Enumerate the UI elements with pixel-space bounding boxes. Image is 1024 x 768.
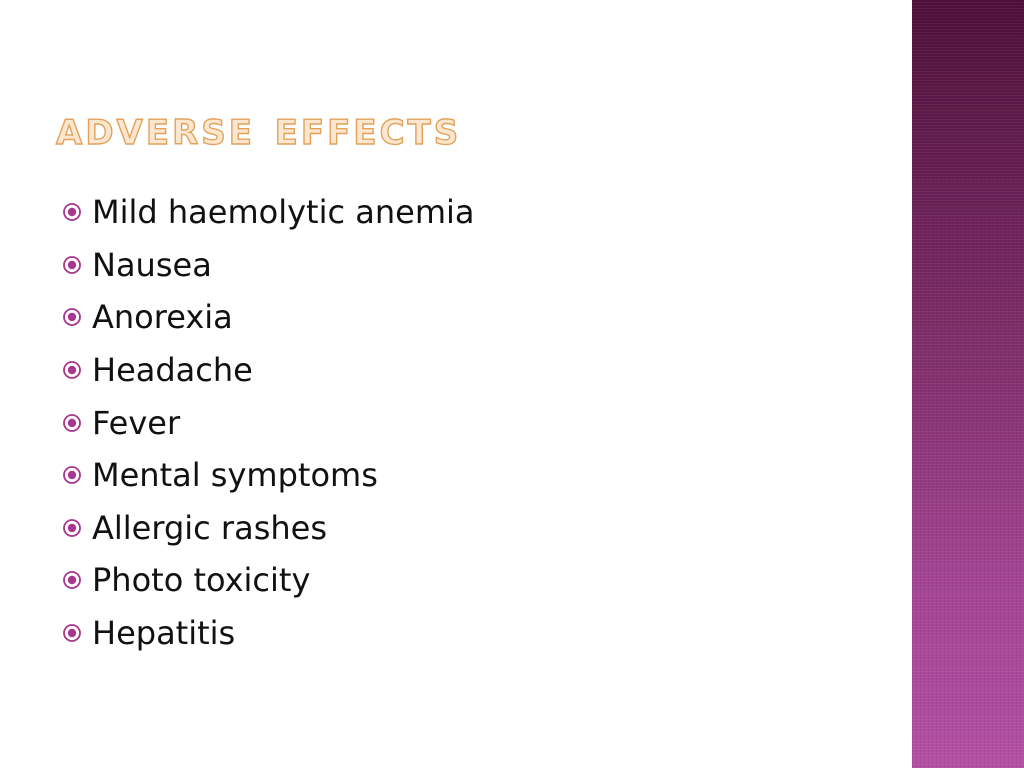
circled-dot-icon: [62, 255, 82, 275]
bullet-list: [62, 186, 474, 659]
slide-title: adverse effects: [56, 100, 462, 156]
circled-dot-icon: [62, 307, 82, 327]
side-bar-texture: [912, 0, 1024, 768]
list-item-text: Fever: [92, 403, 181, 442]
circled-dot-icon: [62, 570, 82, 590]
list-item-text: Anorexia: [92, 298, 233, 337]
circled-dot-icon: [62, 202, 82, 222]
list-item: [62, 186, 474, 239]
list-item: [62, 239, 474, 292]
list-item: [62, 449, 474, 502]
circled-dot-icon: [62, 413, 82, 433]
list-item-text: Mental symptoms: [92, 456, 378, 495]
list-item: [62, 554, 474, 607]
list-item-text: Hepatitis: [92, 614, 236, 653]
list-item: [62, 396, 474, 449]
list-item-text: Headache: [92, 351, 253, 390]
decorative-side-bar: [912, 0, 1024, 768]
list-item-text: Allergic rashes: [92, 508, 327, 547]
list-item: [62, 344, 474, 397]
circled-dot-icon: [62, 465, 82, 485]
circled-dot-icon: [62, 360, 82, 380]
list-item-text: Mild haemolytic anemia: [92, 193, 475, 232]
list-item-text: Photo toxicity: [92, 561, 311, 600]
circled-dot-icon: [62, 623, 82, 643]
circled-dot-icon: [62, 518, 82, 538]
list-item: [62, 291, 474, 344]
list-item: [62, 607, 474, 660]
list-item-text: Nausea: [92, 245, 212, 284]
list-item: [62, 502, 474, 555]
